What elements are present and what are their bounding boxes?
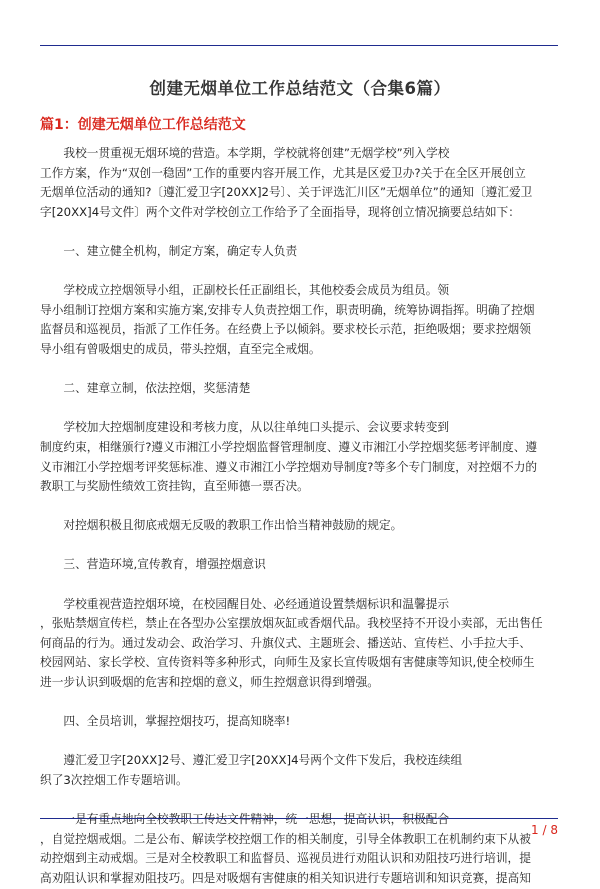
header-rule <box>40 45 558 46</box>
paragraph-gap <box>40 732 560 752</box>
page-number: 1 / 8 <box>531 823 558 837</box>
body-text-line: 一、建立健全机构，制定方案，确定专人负责 <box>40 243 298 258</box>
body-text-line: 一是有重点地向全校教职工传达文件精神，统一思想，提高认识，积极配合 <box>40 812 450 827</box>
body-text-line: 织了3次控烟工作专题培训。 <box>40 773 188 787</box>
body-text-line: 对控烟积极且彻底戒烟无反吸的教职工作出恰当精神鼓励的规定。 <box>40 518 403 533</box>
document-title: 创建无烟单位工作总结范文（合集6篇） <box>149 79 451 98</box>
body-text-line: ，张贴禁烟宣传栏，禁止在各型办公室摆放烟灰缸或香烟代品。我校坚持不开设小卖部，无出售任 <box>40 616 543 631</box>
footer-rule <box>40 818 558 819</box>
body-text-line: 二、建章立制，依法控烟，奖惩清楚 <box>40 381 251 396</box>
body-text-line: 学校成立控烟领导小组，正副校长任正副组长，其他校委会成员为组员。领 <box>40 283 450 298</box>
body-text-line: 教职工与奖励性绩效工资挂钩，直至师德一票否决。 <box>40 479 309 494</box>
body-text-line: 导小组制订控烟方案和实施方案,安排专人负责控烟工作，职责明确，统筹协调指挥。明确了控烟 <box>40 302 535 317</box>
body-text-line: 我校一贯重视无烟环境的营造。本学期，学校就将创建”无烟学校”列入学校 <box>40 146 450 160</box>
document-body <box>40 144 560 889</box>
paragraph-gap <box>40 575 560 595</box>
body-text-line: 监督员和巡视员，指派了工作任务。在经费上予以倾斜。要求校长示范，拒绝吸烟；要求控烟领 <box>40 322 531 337</box>
body-text-line: 制度约束，相继颁行?遵义市湘江小学控烟监督管理制度、遵义市湘江小学控烟奖惩考评制度、遵 <box>40 439 538 454</box>
body-text-line: 工作方案，作为“双创一稳固”工作的重要内容开展工作，尤其是区爱卫办?关于在全区开展创立 <box>40 165 526 180</box>
body-text-line: 三、营造环境,宣传教育，增强控烟意识 <box>40 557 266 572</box>
body-text-line: 学校加大控烟制度建设和考核力度，从以往单纯口头提示、会议要求转变到 <box>40 420 450 435</box>
paragraph-gap <box>40 791 560 811</box>
body-text-line: 高劝阻认识和掌握劝阻技巧。四是对吸烟有害健康的相关知识进行专题培训和知识竞赛，提高知 <box>40 870 531 885</box>
body-text-line: ，自觉控烟戒烟。二是公布、解读学校控烟工作的相关制度，引导全体教职工在机制约束下从被 <box>40 831 531 846</box>
body-text-line: 进一步认识到吸烟的危害和控烟的意义，师生控烟意识得到增强。 <box>40 675 379 690</box>
body-text-line: 何商品的行为。通过发动会、政治学习、升旗仪式、主题班会、播送站、宣传栏、小手拉大手、 <box>40 635 531 650</box>
section-subtitle: 篇1：创建无烟单位工作总结范文 <box>40 117 246 133</box>
paragraph-gap <box>40 222 560 242</box>
paragraph-gap <box>40 536 560 556</box>
body-text-line: 学校重视营造控烟环境，在校园醒目处、必经通道设置禁烟标识和温馨提示 <box>40 596 450 611</box>
body-text-line: 无烟单位活动的通知?〔遵汇爱卫字[20XX]2号〕、关于评选汇川区”无烟单位”的通知〔遵汇爱卫 <box>40 185 533 200</box>
body-text-line: 四、全员培训，掌握控烟技巧，提高知晓率! <box>40 714 291 729</box>
body-text-line: 校园网站、家长学校、宣传资料等多种形式，向师生及家长宣传吸烟有害健康等知识,使全校师生 <box>40 655 535 670</box>
body-text-line: 字[20XX]4号文件〕两个文件对学校创立工作给予了全面指导，现将创立情况摘要总结如下： <box>40 204 520 219</box>
paragraph-gap <box>40 693 560 713</box>
body-text-line: 导小组有曾吸烟史的成员，带头控烟，直至完全戒烟。 <box>40 341 321 356</box>
paragraph-gap <box>40 399 560 419</box>
paragraph-gap <box>40 262 560 282</box>
body-text-line: 遵汇爱卫字[20XX]2号、遵汇爱卫字[20XX]4号两个文件下发后，我校连续组 <box>40 753 463 768</box>
paragraph-gap <box>40 360 560 380</box>
body-text-line: 动控烟到主动戒烟。三是对全校教职工和监督员、巡视员进行劝阻认识和劝阻技巧进行培训，提 <box>40 851 531 866</box>
body-text-line: 义市湘江小学控烟考评奖惩标准、遵义市湘江小学控烟劝导制度?等多个专门制度，对控烟不力的 <box>40 459 538 474</box>
paragraph-gap <box>40 497 560 517</box>
